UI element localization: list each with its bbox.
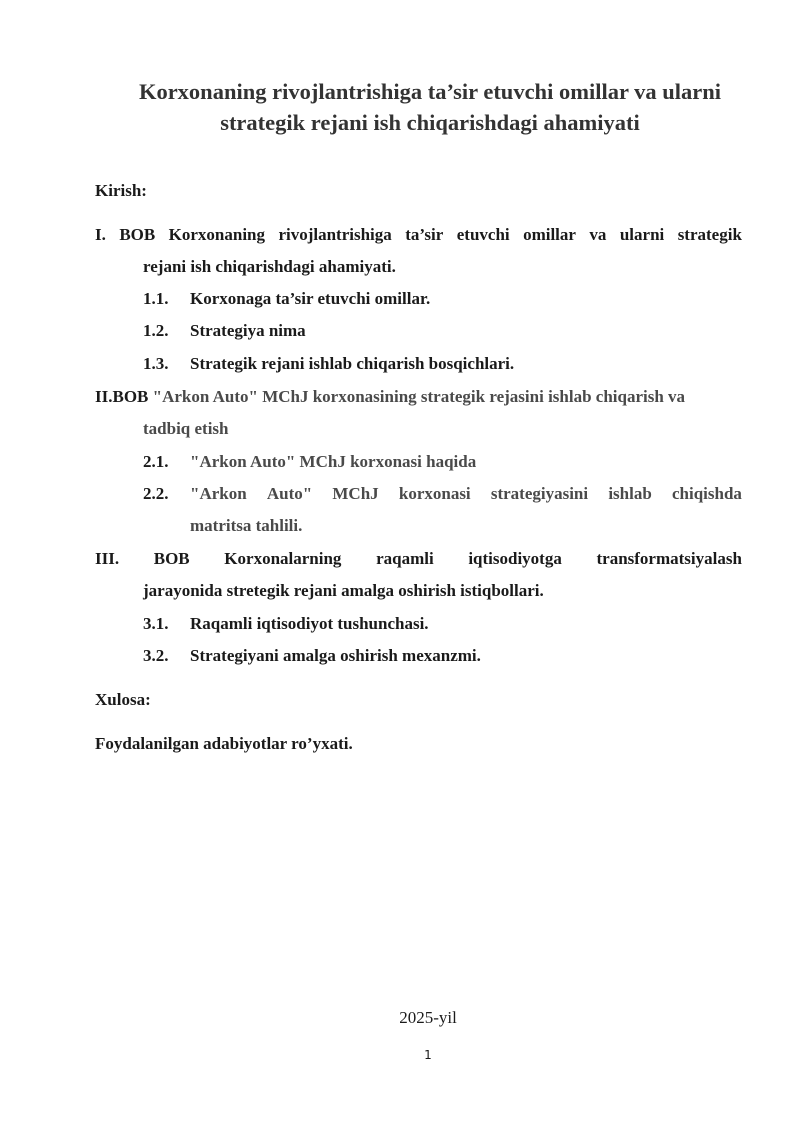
chapter2-title-part: "Arkon Auto" MChJ korxonasining strategik rejasini ishlab chiqarish va [148, 387, 686, 406]
chapter3-word: raqamli [376, 549, 434, 568]
page-number: 1 [424, 1048, 432, 1062]
chapter1-word: va [589, 225, 607, 244]
section-word: Auto" [266, 484, 313, 503]
section-word: strategiyasini [490, 484, 589, 503]
chapter1-word: Korxonaning [168, 225, 266, 244]
chapter3-word: transformatsiyalash [596, 549, 742, 568]
chapter2-heading-line1 [95, 386, 685, 408]
section-title: Korxonaga ta’sir etuvchi omillar. [190, 289, 431, 308]
chapter1-heading-line2: rejani ish chiqarishdagi ahamiyati. [143, 257, 396, 276]
chapter1-word: I. [95, 225, 106, 244]
chapter1-word: etuvchi [456, 225, 510, 244]
section-word: korxonasi [398, 484, 471, 503]
section-word: chiqishda [671, 484, 742, 503]
section-title: "Arkon Auto" MChJ korxonasi haqida [190, 452, 477, 471]
section-title-line1 [190, 483, 742, 505]
section-number: 1.2. [143, 321, 169, 340]
section-word: "Arkon [190, 484, 247, 503]
chapter1-word: ta’sir [405, 225, 444, 244]
chapter3-word: iqtisodiyotga [468, 549, 562, 568]
section-number: 1.3. [143, 354, 169, 373]
section-title: Strategiyani amalga oshirish mexanzmi. [190, 646, 481, 665]
chapter1-word: omillar [523, 225, 576, 244]
section-number: 2.2. [143, 484, 169, 503]
intro-heading: Kirish: [95, 181, 147, 200]
chapter1-word: ularni [619, 225, 665, 244]
chapter3-heading-line2: jarayonida stretegik rejani amalga oshirish istiqbollari. [143, 581, 544, 600]
chapter1-word: rivojlantrishiga [278, 225, 392, 244]
section-number: 2.1. [143, 452, 169, 471]
document-year: 2025-yil [399, 1008, 457, 1027]
chapter2-prefix: II.BOB [95, 387, 149, 406]
chapter1-heading-line1 [95, 224, 742, 246]
chapter3-word: III. [95, 549, 120, 568]
chapter3-word: BOB [153, 549, 190, 568]
chapter3-word: Korxonalarning [224, 549, 342, 568]
chapter1-word: BOB [119, 225, 156, 244]
section-title: Strategiya nima [190, 321, 306, 340]
title-line-1: Korxonaning rivojlantrishiga ta’sir etuvchi omillar va ularni [138, 79, 722, 104]
section-number: 1.1. [143, 289, 169, 308]
conclusion-heading: Xulosa: [95, 690, 151, 709]
references-heading: Foydalanilgan adabiyotlar ro’yxati. [95, 734, 353, 753]
document-title [110, 76, 750, 138]
section-word: MChJ [332, 484, 379, 503]
title-line-2: strategik rejani ish chiqarishdagi ahamiyati [220, 110, 640, 135]
section-number: 3.1. [143, 614, 169, 633]
chapter1-word: strategik [677, 225, 742, 244]
chapter3-heading-line1 [95, 548, 742, 570]
chapter2-heading-line2: tadbiq etish [143, 419, 229, 438]
section-title-line2: matritsa tahlili. [190, 516, 303, 535]
section-title: Strategik rejani ishlab chiqarish bosqichlari. [190, 354, 515, 373]
section-number: 3.2. [143, 646, 169, 665]
section-title: Raqamli iqtisodiyot tushunchasi. [190, 614, 429, 633]
section-word: ishlab [608, 484, 652, 503]
